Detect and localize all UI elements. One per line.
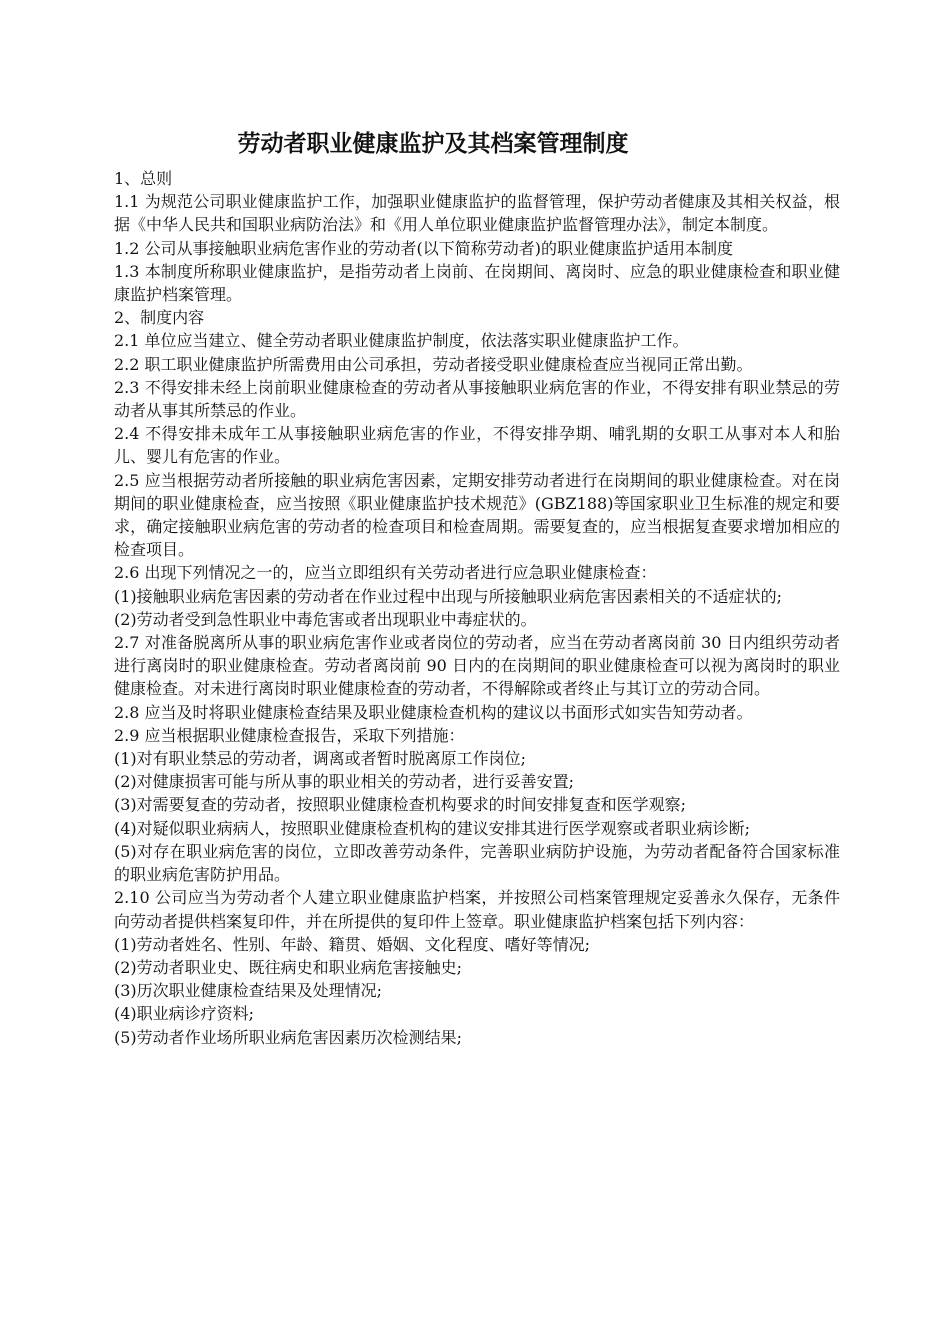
paragraph-section-2-heading: 2、制度内容	[114, 308, 205, 328]
paragraph-2-5: 2.5 应当根据劳动者所接触的职业病危害因素，定期安排劳动者进行在岗期间的职业健康检查。对在岗期间的职业健康检查，应当按照《职业健康监护技术规范》(GBZ188)等国家职业卫生标准的规定和要求，确定接触职业病危害的劳动者的检查项目和检查周期。需要复查的，应当根据复查要求增加相应的检查项目。	[114, 470, 840, 560]
list-item-2-9-1: (1)对有职业禁忌的劳动者，调离或者暂时脱离原工作岗位;	[114, 749, 527, 769]
paragraph-section-1-heading: 1、总则	[114, 169, 173, 188]
list-item-2-6-1: (1)接触职业病危害因素的劳动者在作业过程中出现与所接触职业病危害因素相关的不适症状的;	[114, 586, 783, 606]
list-item-2-6-2: (2)劳动者受到急性职业中毒危害或者出现职业中毒症状的。	[114, 609, 537, 629]
list-item-2-10-4: (4)职业病诊疗资料;	[114, 1004, 255, 1024]
list-item-2-9-5: (5)对存在职业病危害的岗位，立即改善劳动条件，完善职业病防护设施，为劳动者配备符合国家标准的职业病危害防护用品。	[114, 841, 840, 885]
list-item-2-10-3: (3)历次职业健康检查结果及处理情况;	[114, 981, 383, 1001]
paragraph-2-8: 2.8 应当及时将职业健康检查结果及职业健康检查机构的建议以书面形式如实告知劳动者。	[114, 702, 753, 722]
paragraph-2-1: 2.1 单位应当建立、健全劳动者职业健康监护制度，依法落实职业健康监护工作。	[114, 331, 689, 351]
list-item-2-10-2: (2)劳动者职业史、既往病史和职业病危害接触史;	[114, 957, 463, 977]
paragraph-1-1: 1.1 为规范公司职业健康监护工作，加强职业健康监护的监督管理，保护劳动者健康及其相关权益，根据《中华人民共和国职业病防治法》和《用人单位职业健康监护监督管理办法》，制定本制度。	[114, 192, 840, 235]
document-title: 劳动者职业健康监护及其档案管理制度	[237, 131, 629, 157]
paragraph-2-4: 2.4 不得安排未成年工从事接触职业病危害的作业，不得安排孕期、哺乳期的女职工从事对本人和胎儿、婴儿有危害的作业。	[114, 424, 840, 467]
paragraph-1-2: 1.2 公司从事接触职业病危害作业的劳动者(以下简称劳动者)的职业健康监护适用本制度	[114, 238, 734, 258]
paragraph-2-9: 2.9 应当根据职业健康检查报告，采取下列措施：	[114, 725, 465, 745]
paragraph-2-7: 2.7 对准备脱离所从事的职业病危害作业或者岗位的劳动者，应当在劳动者离岗前 30 日内组织劳动者进行离岗时的职业健康检查。劳动者离岗前 90 日内的在岗期间的职业健康检查可以视为离岗时的职业健康检查。对未进行离岗时职业健康检查的劳动者，不得解除或者终止与其订立的劳动合同。	[114, 633, 840, 699]
list-item-2-9-3: (3)对需要复查的劳动者，按照职业健康检查机构要求的时间安排复查和医学观察;	[114, 795, 687, 815]
paragraph-1-3: 1.3 本制度所称职业健康监护，是指劳动者上岗前、在岗期间、离岗时、应急的职业健康检查和职业健康监护档案管理。	[114, 261, 840, 305]
paragraph-2-10: 2.10 公司应当为劳动者个人建立职业健康监护档案，并按照公司档案管理规定妥善永久保存，无条件向劳动者提供档案复印件，并在所提供的复印件上签章。职业健康监护档案包括下列内容：	[114, 888, 840, 931]
paragraph-2-3: 2.3 不得安排未经上岗前职业健康检查的劳动者从事接触职业病危害的作业，不得安排有职业禁忌的劳动者从事其所禁忌的作业。	[114, 377, 840, 421]
list-item-2-10-1: (1)劳动者姓名、性别、年龄、籍贯、婚姻、文化程度、嗜好等情况;	[114, 934, 591, 954]
paragraph-2-6: 2.6 出现下列情况之一的，应当立即组织有关劳动者进行应急职业健康检查：	[114, 563, 657, 583]
list-item-2-9-2: (2)对健康损害可能与所从事的职业相关的劳动者，进行妥善安置;	[114, 772, 575, 792]
list-item-2-10-5: (5)劳动者作业场所职业病危害因素历次检测结果;	[114, 1027, 463, 1047]
document-body	[114, 167, 840, 1049]
list-item-2-9-4: (4)对疑似职业病病人，按照职业健康检查机构的建议安排其进行医学观察或者职业病诊断;	[114, 818, 751, 838]
paragraph-2-2: 2.2 职工职业健康监护所需费用由公司承担，劳动者接受职业健康检查应当视同正常出勤。	[114, 354, 753, 374]
